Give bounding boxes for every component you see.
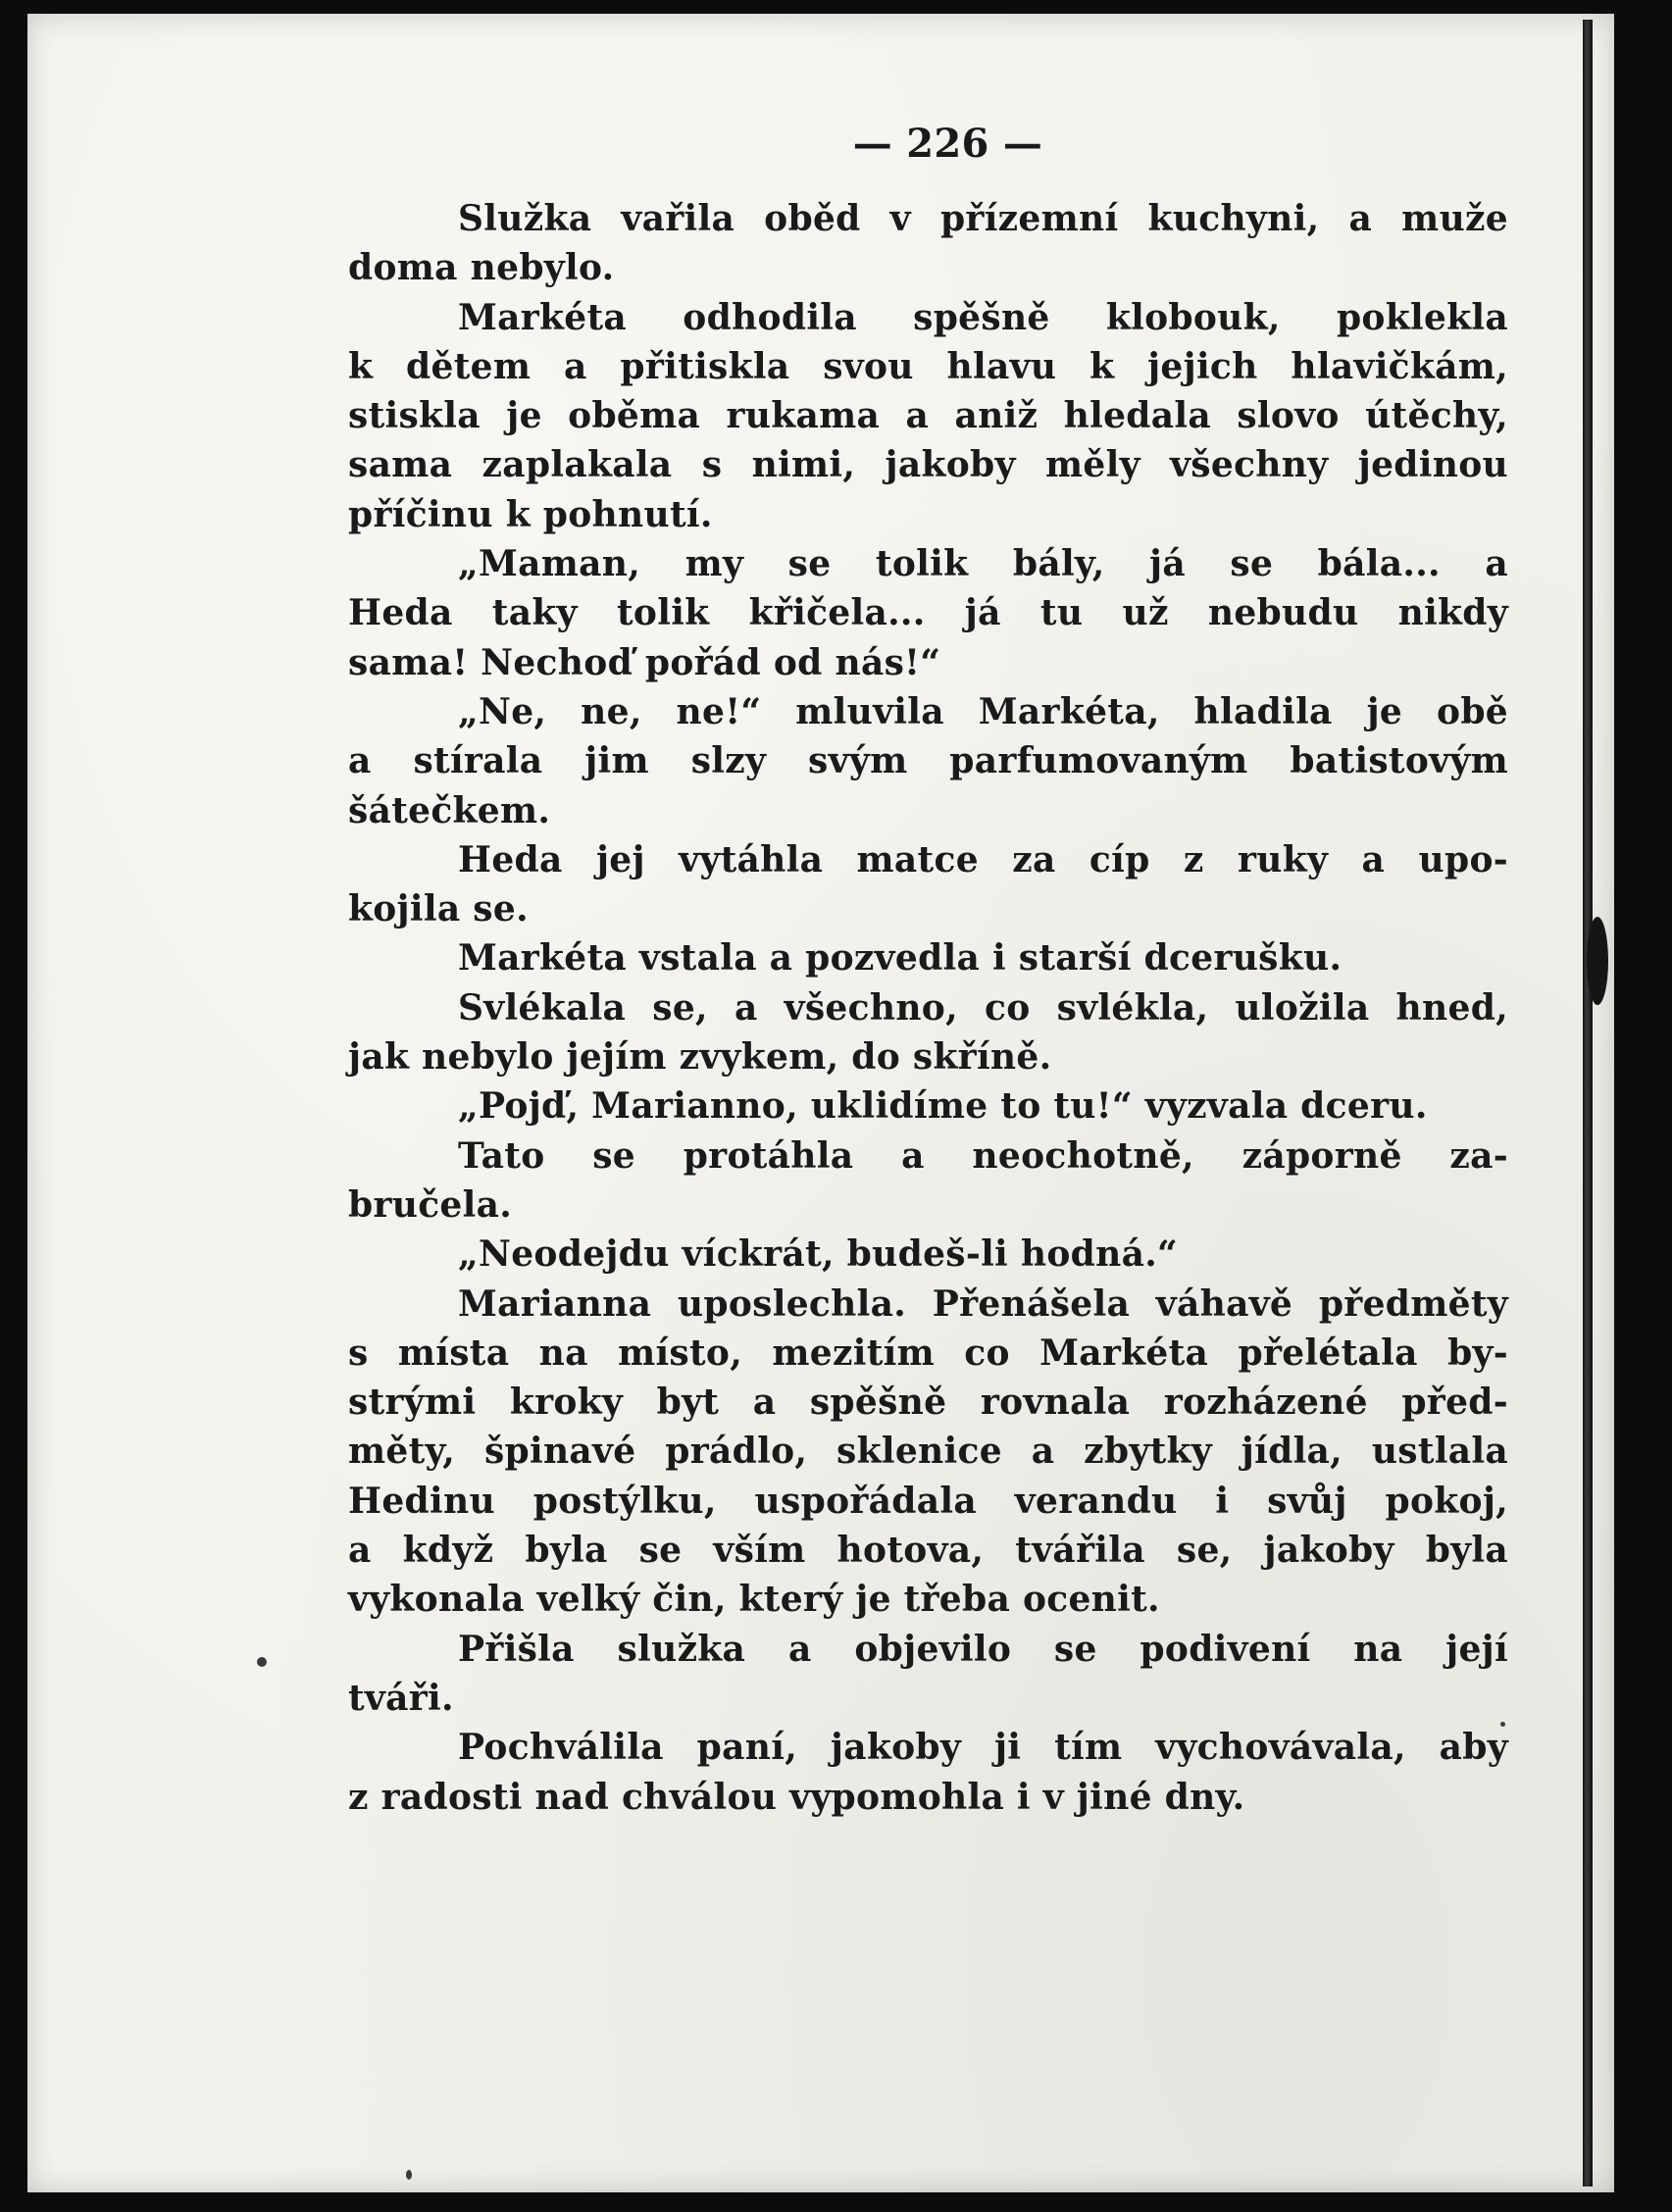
text-line: Svlékala se, a všechno, co svlékla, uložila hned, bbox=[458, 986, 1508, 1029]
paragraph bbox=[348, 835, 1508, 934]
paragraph bbox=[348, 687, 1508, 835]
text-line: příčinu k pohnutí. bbox=[348, 493, 713, 535]
text-line: „Neodejdu víckrát, budeš-li hodná.“ bbox=[458, 1233, 1179, 1276]
text-line: „Pojď, Marianno, uklidíme to tu!“ vyzvala dceru. bbox=[458, 1085, 1428, 1128]
text-line: Markéta odhodila spěšně klobouk, poklekla bbox=[458, 296, 1508, 338]
text-line: z radosti nad chválou vypomohla i v jiné dny. bbox=[348, 1776, 1245, 1818]
text-line: stiskla je oběma rukama a aniž hledala slovo útěchy, bbox=[348, 395, 1508, 437]
text-line: Přišla služka a objevilo se podivení na její bbox=[458, 1628, 1508, 1670]
text-line: šátečkem. bbox=[348, 789, 551, 831]
text-line: Pochválila paní, jakoby ji tím vychovávala, aby bbox=[458, 1727, 1508, 1769]
text-line: a stírala jim slzy svým parfumovaným batistovým bbox=[348, 740, 1508, 782]
text-line: kojila se. bbox=[348, 888, 529, 930]
text-line: doma nebylo. bbox=[348, 247, 615, 289]
paragraph bbox=[348, 1625, 1508, 1724]
text-line: bručela. bbox=[348, 1183, 513, 1226]
text-line: „Ne, ne, ne!“ mluvila Markéta, hladila je obě bbox=[458, 690, 1508, 732]
paragraph bbox=[348, 1081, 1508, 1131]
paragraph-list bbox=[348, 194, 1508, 1822]
gutter-blot bbox=[1587, 917, 1608, 1005]
paragraph bbox=[348, 293, 1508, 539]
paragraph bbox=[348, 194, 1508, 293]
paragraph bbox=[348, 539, 1508, 687]
text-line: jak nebylo jejím zvykem, do skříně. bbox=[348, 1036, 1052, 1079]
paragraph bbox=[348, 1280, 1508, 1625]
text-line: k dětem a přitiskla svou hlavu k jejich hlavičkám, bbox=[348, 345, 1508, 387]
page-text bbox=[348, 110, 1508, 1822]
text-line: Tato se protáhla a neochotně, záporně za- bbox=[458, 1134, 1508, 1177]
text-line: s místa na místo, mezitím co Markéta přelétala by- bbox=[348, 1332, 1508, 1374]
text-line: sama zaplakala s nimi, jakoby měly všechny jedinou bbox=[348, 444, 1508, 486]
text-line: sama! Nechoď pořád od nás!“ bbox=[348, 641, 941, 683]
text-line: tváři. bbox=[348, 1677, 454, 1719]
paragraph bbox=[348, 933, 1508, 982]
paragraph bbox=[348, 983, 1508, 1082]
text-line: Heda jej vytáhla matce za cíp z ruky a upo- bbox=[458, 838, 1508, 880]
text-line: Služka vařila oběd v přízemní kuchyni, a muže bbox=[458, 198, 1508, 239]
paragraph bbox=[348, 1131, 1508, 1231]
text-line: Heda taky tolik křičela... já tu už nebudu nikdy bbox=[348, 592, 1508, 634]
text-line: Markéta vstala a pozvedla i starší dcerušku. bbox=[458, 937, 1343, 980]
paragraph bbox=[348, 1723, 1508, 1822]
speck bbox=[257, 1657, 267, 1667]
speck bbox=[406, 2170, 412, 2180]
text-line: měty, špinavé prádlo, sklenice a zbytky jídla, ustlala bbox=[348, 1431, 1508, 1473]
text-line: „Maman, my se tolik bály, já se bála... a bbox=[458, 543, 1508, 585]
text-line: strými kroky byt a spěšně rovnala rozházené před- bbox=[348, 1382, 1508, 1424]
text-line: Hedinu postýlku, uspořádala verandu i svůj pokoj, bbox=[348, 1480, 1508, 1522]
page-number: — 226 — bbox=[852, 121, 1043, 167]
text-line: a když byla se vším hotova, tvářila se, jakoby byla bbox=[348, 1530, 1508, 1572]
paragraph bbox=[348, 1230, 1508, 1279]
page-gutter-edge bbox=[1583, 20, 1593, 2187]
text-line: vykonala velký čin, který je třeba ocenit. bbox=[348, 1579, 1160, 1621]
text-line: Marianna uposlechla. Přenášela váhavě předměty bbox=[458, 1282, 1508, 1325]
